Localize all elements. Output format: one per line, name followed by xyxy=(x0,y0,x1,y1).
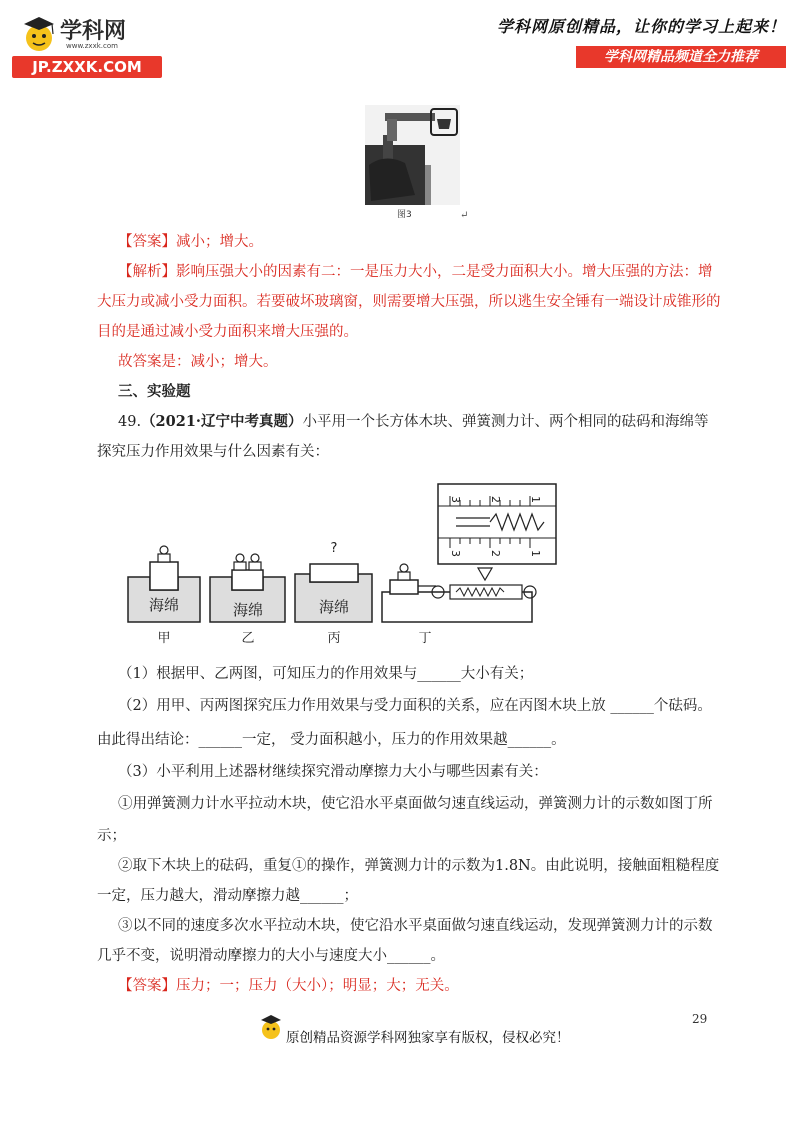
logo-subtitle: www.zxxk.com xyxy=(66,42,118,50)
sponge-label: 海绵 xyxy=(318,598,350,616)
question-49-line-2: 探究压力作用效果与什么因素有关： xyxy=(97,444,329,460)
scale-tick-label-bottom: 3 xyxy=(449,550,462,557)
answer-tag: 【答案】 xyxy=(118,978,176,994)
logo-title: 学科网 xyxy=(60,19,127,44)
question-text-1: 小平用一个长方体木块、弹簧测力计、两个相同的砝码和海绵等 xyxy=(302,414,709,430)
question-mark: ? xyxy=(330,541,338,556)
experiment-diagram xyxy=(120,482,560,647)
analysis-line-1 xyxy=(118,262,713,282)
label-ding: 丁 xyxy=(418,631,432,646)
question-49-line-1 xyxy=(118,412,708,432)
mascot-icon xyxy=(18,12,60,56)
analysis-text-1: 影响压强大小的因素有二：一是压力大小，二是受力面积大小。增大压强的方法：增 xyxy=(176,264,713,280)
sub-question-2-line-2: 由此得出结论：______一定， 受力面积越小，压力的作用效果越______。 xyxy=(97,732,566,748)
sub-question-1: （1）根据甲、乙两图，可知压力的作用效果与______大小有关； xyxy=(118,666,534,682)
spring-scale-zoom xyxy=(438,484,556,564)
question-source: （2021·辽宁中考真题） xyxy=(141,413,303,430)
figure-3-caption: 图3 xyxy=(397,210,412,220)
sponge-label: 海绵 xyxy=(232,601,264,619)
sub-question-3-2-line-2: 一定，压力越大，滑动摩擦力越______； xyxy=(97,888,358,904)
answer-text: 压力；一；压力（大小）；明显；大；无关。 xyxy=(176,978,459,994)
sub-question-3-2-line-1: ②取下木块上的砝码，重复①的操作，弹簧测力计的示数为1.8N。由此说明，接触面粗糙程度 xyxy=(118,858,720,874)
scale-tick-label-bottom: 1 xyxy=(529,550,542,557)
label-jia: 甲 xyxy=(157,631,171,646)
paragraph-mark: ↵ xyxy=(460,210,469,221)
header-recommend-banner: 学科网精品频道全力推荐 xyxy=(576,46,786,68)
logo-domain: JP.ZXXK.COM xyxy=(12,56,162,78)
question-number: 49. xyxy=(118,414,142,430)
footer-copyright: 原创精品资源学科网独家享有版权，侵权必究！ xyxy=(286,1030,570,1046)
sub-question-2-line-1: （2）用甲、丙两图探究压力作用效果与受力面积的关系，应在丙图木块上放 ______个砝码。 xyxy=(118,698,712,714)
answer-1 xyxy=(118,232,263,252)
page-number: 29 xyxy=(692,1012,708,1026)
scale-tick-label-bottom: 2 xyxy=(489,550,502,557)
sub-question-3-3-line-2: 几乎不变，说明滑动摩擦力的大小与速度大小______。 xyxy=(97,948,445,964)
diagram-yi xyxy=(210,554,285,646)
analysis-line-3: 目的是通过减小受力面积来增大压强的。 xyxy=(97,324,358,340)
diagram-bing xyxy=(295,541,372,646)
label-bing: 丙 xyxy=(327,631,341,646)
sub-question-3-3-line-1: ③以不同的速度多次水平拉动木块，使它沿水平桌面做匀速直线运动，发现弹簧测力计的示数 xyxy=(118,918,713,934)
header-slogan: 学科网原创精品，让你的学习上起来！ xyxy=(496,17,786,36)
section-title: 三、实验题 xyxy=(118,383,191,400)
answer-text: 减小；增大。 xyxy=(176,234,263,250)
analysis-tag: 【解析】 xyxy=(118,264,176,280)
analysis-final: 故答案是：减小；增大。 xyxy=(118,354,278,370)
diagram-ding xyxy=(382,564,536,646)
site-logo[interactable] xyxy=(8,12,164,76)
sub-question-3-1-line-1: ①用弹簧测力计水平拉动木块，使它沿水平桌面做匀速直线运动，弹簧测力计的示数如图丁所 xyxy=(118,796,713,812)
sub-question-3: （3）小平利用上述器材继续探究滑动摩擦力大小与哪些因素有关： xyxy=(118,764,548,780)
sub-question-3-1-line-2: 示； xyxy=(97,828,126,844)
scale-tick-label-top: 1 xyxy=(529,496,542,503)
sponge-label: 海绵 xyxy=(148,596,180,614)
answer-tag: 【答案】 xyxy=(118,234,176,250)
analysis-line-2: 大压力或减小受力面积。若要破坏玻璃窗，则需要增大压强，所以逃生安全锤有一端设计成锥形的 xyxy=(97,294,721,310)
scale-tick-label-top: 3 xyxy=(449,496,462,503)
diagram-jia xyxy=(128,546,200,646)
label-yi: 乙 xyxy=(241,631,255,646)
figure-3-photo xyxy=(365,105,460,205)
scale-tick-label-top: 2 xyxy=(489,496,502,503)
answer-49 xyxy=(118,976,459,996)
footer-mascot-icon xyxy=(258,1012,284,1042)
